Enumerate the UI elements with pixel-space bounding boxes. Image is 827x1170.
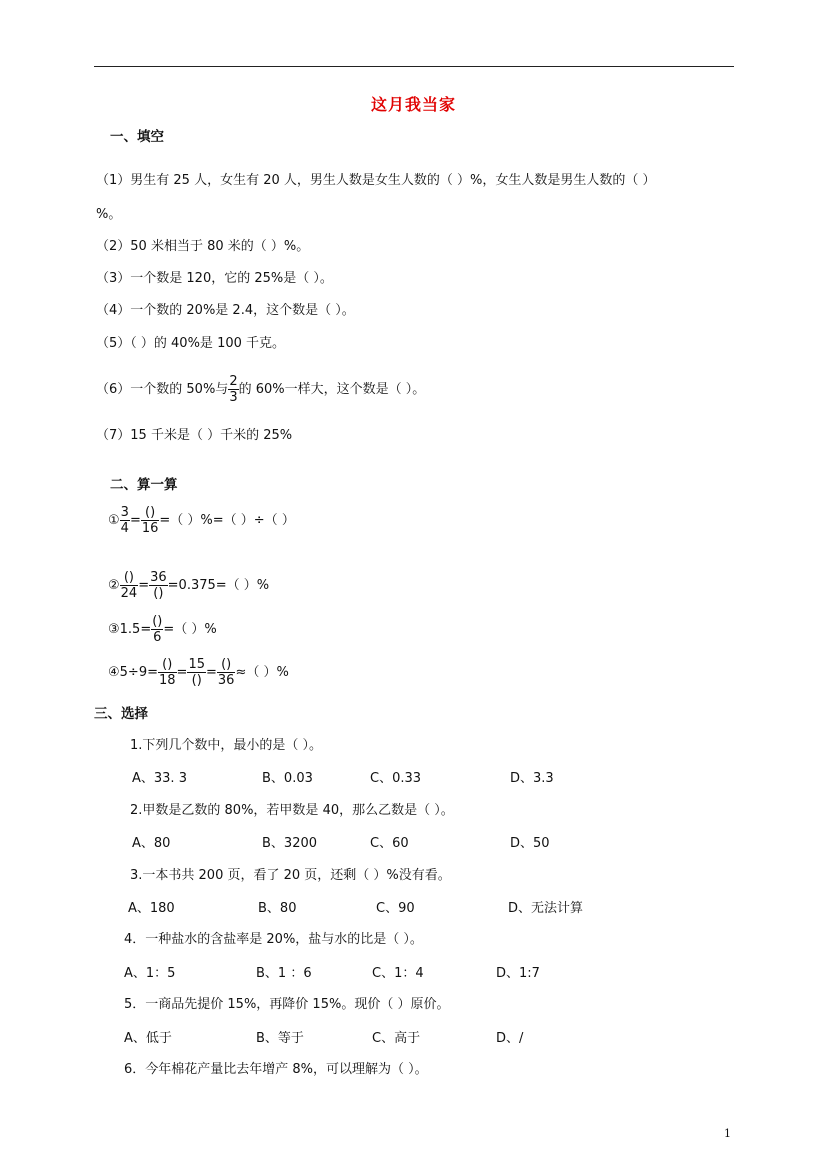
option-a: A、1：5 — [124, 966, 176, 981]
choice-question-6-stem: 6．今年棉花产量比去年增产 8%，可以理解为（ ）。 — [124, 1062, 428, 1077]
option-c: C、90 — [376, 901, 415, 916]
question-1-7: （7）15 千米是（ ）千米的 25% — [96, 428, 293, 443]
option-b: B、0.03 — [262, 771, 313, 786]
row-marker: ② — [108, 578, 120, 593]
fraction-numerator: 36 — [150, 570, 167, 585]
fraction — [149, 570, 168, 601]
fraction-2-3 — [228, 374, 238, 405]
row-marker: ④ — [108, 665, 120, 680]
fraction-denominator: 18 — [158, 673, 176, 688]
option-b: B、80 — [258, 901, 297, 916]
option-a: A、80 — [132, 836, 171, 851]
equals-sign: = — [205, 665, 217, 680]
choice-question-4-stem: 4．一种盐水的含盐率是 20%，盐与水的比是（ ）。 — [124, 932, 423, 947]
page-title: 这月我当家 — [370, 95, 456, 114]
question-1-6-pre: （6）一个数的 50%与 — [96, 382, 229, 397]
fraction-denominator: 6 — [153, 630, 162, 645]
calc-row-2 — [108, 570, 269, 601]
choice-question-1-stem: 1.下列几个数中，最小的是（ ）。 — [130, 738, 323, 753]
expression-tail: =（ ）%=（ ）÷（ ） — [159, 513, 295, 528]
question-1-3: （3）一个数是 120，它的 25%是（ ）。 — [96, 271, 333, 286]
section-2-heading: 二、算一算 — [110, 477, 178, 493]
option-d: D、3.3 — [510, 771, 554, 786]
expression-pre: 5÷9= — [119, 665, 158, 680]
fraction-numerator: () — [141, 505, 160, 521]
fraction-numerator: 2 — [229, 374, 238, 389]
choice-question-3-stem: 3.一本书共 200 页，看了 20 页，还剩（ ）%没有看。 — [130, 868, 451, 883]
option-b: B、1 ：6 — [256, 966, 312, 981]
option-b: B、3200 — [262, 836, 318, 851]
row-marker: ③ — [108, 622, 120, 637]
fraction — [120, 505, 130, 536]
option-c: C、60 — [370, 836, 409, 851]
fraction-denominator: () — [191, 673, 202, 688]
option-d: D、无法计算 — [508, 901, 584, 916]
option-a: A、180 — [128, 901, 175, 916]
fraction-denominator: () — [153, 586, 164, 601]
question-1-1-line-1: （1）男生有 25 人，女生有 20 人，男生人数是女生人数的（ ）%，女生人数是男生人数的（ ） — [96, 173, 656, 188]
fraction — [158, 657, 177, 688]
equals-sign: = — [176, 665, 188, 680]
option-b: B、等于 — [256, 1031, 304, 1046]
question-1-1-line-2: %。 — [96, 207, 122, 222]
fraction — [217, 657, 236, 688]
equals-sign: = — [129, 513, 141, 528]
fraction-numerator: () — [120, 570, 139, 586]
fraction — [120, 570, 139, 601]
option-d: D、50 — [510, 836, 550, 851]
fraction-denominator: 16 — [141, 521, 159, 536]
calc-row-4 — [108, 657, 289, 688]
calc-row-1 — [108, 505, 295, 536]
question-1-6-post: 的 60%一样大，这个数是（ ）。 — [238, 382, 426, 397]
fraction-numerator: () — [152, 614, 163, 629]
fraction-numerator: 15 — [188, 657, 205, 672]
choice-question-2-stem: 2.甲数是乙数的 80%，若甲数是 40，那么乙数是（ ）。 — [130, 803, 454, 818]
section-1-heading: 一、填空 — [110, 129, 164, 145]
option-a: A、低于 — [124, 1031, 172, 1046]
question-1-2: （2）50 米相当于 80 米的（ ）%。 — [96, 239, 310, 254]
fraction-denominator: 36 — [217, 673, 235, 688]
question-1-5: （5）（ ）的 40%是 100 千克。 — [96, 336, 286, 351]
expression-pre: 1.5= — [119, 622, 152, 637]
choice-question-5-stem: 5．一商品先提价 15%，再降价 15%。现价（ ）原价。 — [124, 997, 450, 1012]
question-1-4: （4）一个数的 20%是 2.4，这个数是（ ）。 — [96, 303, 355, 318]
fraction — [151, 614, 163, 645]
fraction-denominator: 3 — [229, 390, 238, 405]
question-1-6 — [96, 374, 425, 405]
row-marker: ① — [108, 513, 120, 528]
expression-tail: =（ ）% — [163, 622, 217, 637]
header-rule — [94, 66, 734, 67]
option-c: C、0.33 — [370, 771, 422, 786]
fraction — [141, 505, 160, 536]
section-3-heading: 三、选择 — [94, 706, 148, 722]
equals-sign: = — [138, 578, 150, 593]
option-c: C、1：4 — [372, 966, 424, 981]
expression-tail: =0.375=（ ）% — [167, 578, 270, 593]
fraction — [187, 657, 206, 688]
fraction-numerator: () — [217, 657, 236, 673]
option-c: C、高于 — [372, 1031, 421, 1046]
expression-tail: ≈（ ）% — [235, 665, 289, 680]
fraction-numerator: () — [158, 657, 177, 673]
fraction-denominator: 4 — [120, 521, 129, 536]
option-d: D、1:7 — [496, 966, 540, 981]
fraction-numerator: 3 — [120, 505, 129, 520]
option-a: A、33. 3 — [132, 771, 187, 786]
fraction-denominator: 24 — [120, 586, 138, 601]
page-number: 1 — [724, 1127, 731, 1140]
option-d: D、/ — [496, 1031, 524, 1046]
calc-row-3 — [108, 614, 217, 645]
